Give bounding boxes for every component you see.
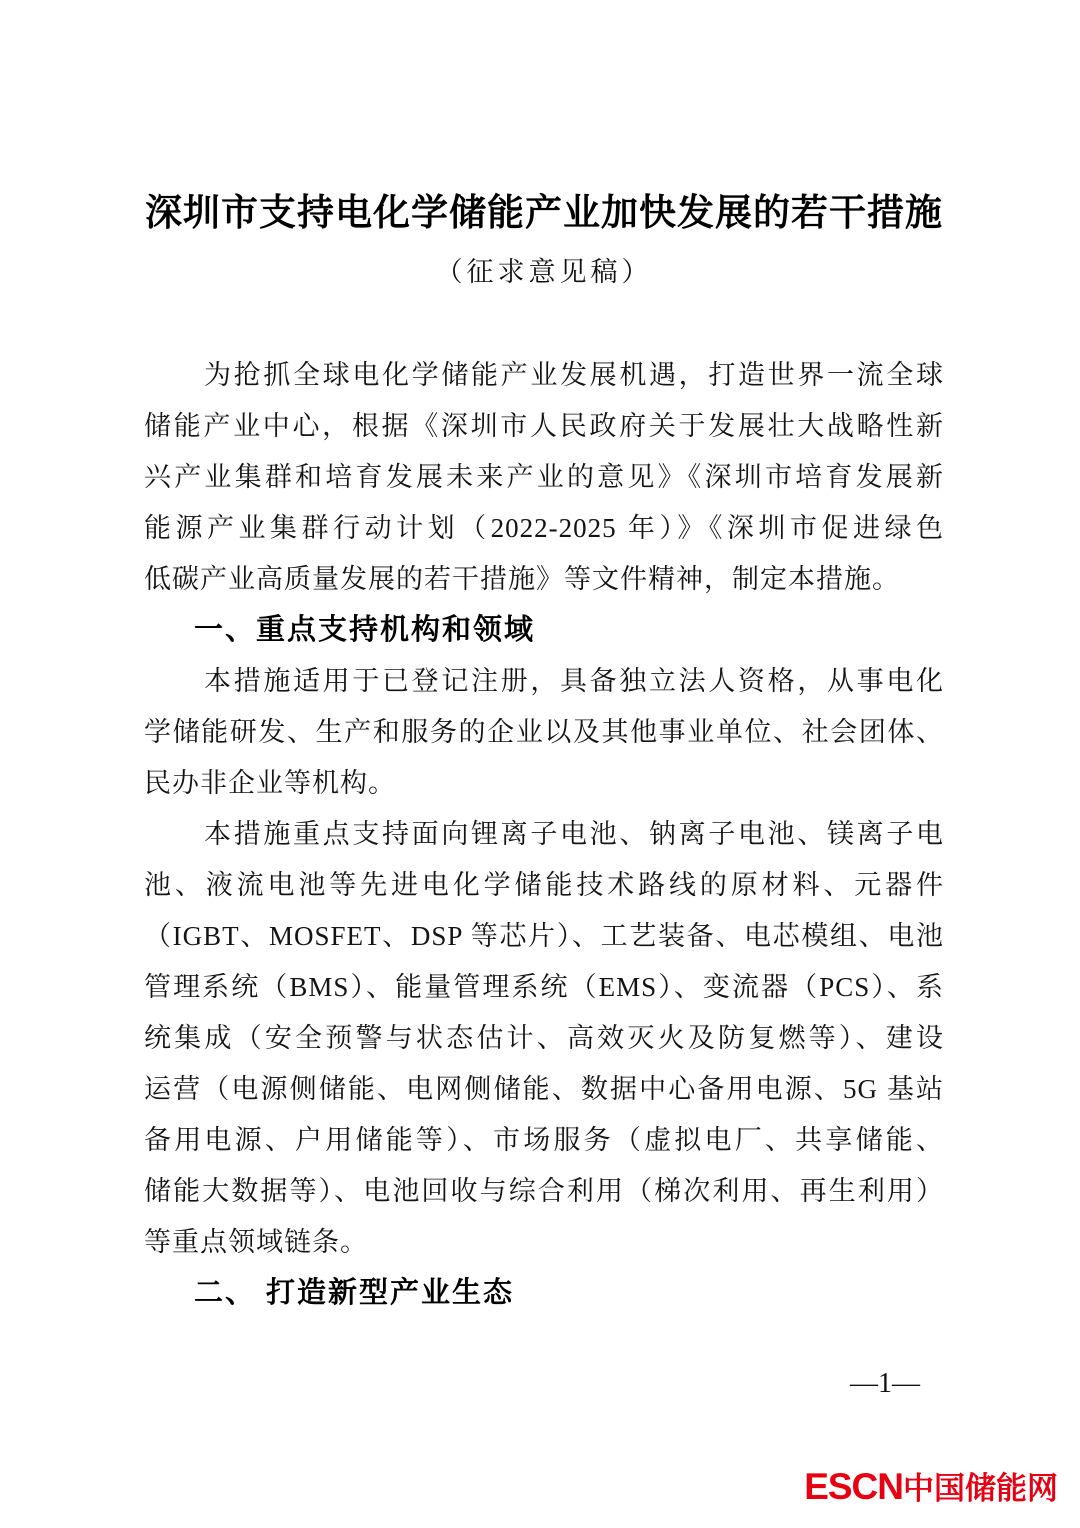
- escn-logo-latin: ESCN: [804, 1466, 903, 1507]
- document-line: 低碳产业高质量发展的若干措施》等文件精神，制定本措施。: [144, 564, 900, 594]
- document-line: 备用电源、户用储能等）、市场服务（虚拟电厂、共享储能、: [144, 1125, 944, 1155]
- document-line: 储能产业中心，根据《深圳市人民政府关于发展壮大战略性新: [144, 411, 944, 441]
- document-subtitle: （征求意见稿）: [435, 257, 653, 287]
- page-number: —1—: [850, 1368, 920, 1399]
- document-line: 管理系统（BMS）、能量管理系统（EMS）、变流器（PCS）、系: [144, 972, 944, 1002]
- document-line: 民办非企业等机构。: [144, 768, 396, 798]
- document-line: 储能大数据等）、电池回收与综合利用（梯次利用、再生利用）: [144, 1176, 944, 1206]
- section-heading-2: 二、 打造新型产业生态: [194, 1277, 515, 1309]
- document-line: （IGBT、MOSFET、DSP 等芯片）、工艺装备、电芯模组、电池: [144, 921, 944, 951]
- document-line: 学储能研发、生产和服务的企业以及其他事业单位、社会团体、: [144, 717, 944, 747]
- document-line: 运营（电源侧储能、电网侧储能、数据中心备用电源、5G 基站: [144, 1074, 944, 1104]
- document-title: 深圳市支持电化学储能产业加快发展的若干措施: [145, 193, 943, 234]
- document-line: 统集成（安全预警与状态估计、高效灭火及防复燃等）、建设: [144, 1023, 944, 1053]
- document-line: 本措施适用于已登记注册，具备独立法人资格，从事电化: [204, 666, 944, 696]
- document-line: 池、液流电池等先进电化学储能技术路线的原材料、元器件: [144, 870, 944, 900]
- document-line: 能源产业集群行动计划（2022-2025 年）》《深圳市促进绿色: [144, 513, 944, 543]
- document-line: 等重点领域链条。: [144, 1227, 368, 1257]
- escn-logo: [804, 1468, 1058, 1505]
- document-line: 本措施重点支持面向锂离子电池、钠离子电池、镁离子电: [204, 819, 944, 849]
- section-heading-1: 一、重点支持机构和领域: [194, 614, 536, 646]
- document-line: 兴产业集群和培育发展未来产业的意见》《深圳市培育发展新: [144, 462, 944, 492]
- escn-logo-cjk: 中国储能网: [903, 1471, 1058, 1506]
- document-body: [144, 350, 944, 1319]
- document-line: 为抢抓全球电化学储能产业发展机遇，打造世界一流全球: [204, 360, 944, 390]
